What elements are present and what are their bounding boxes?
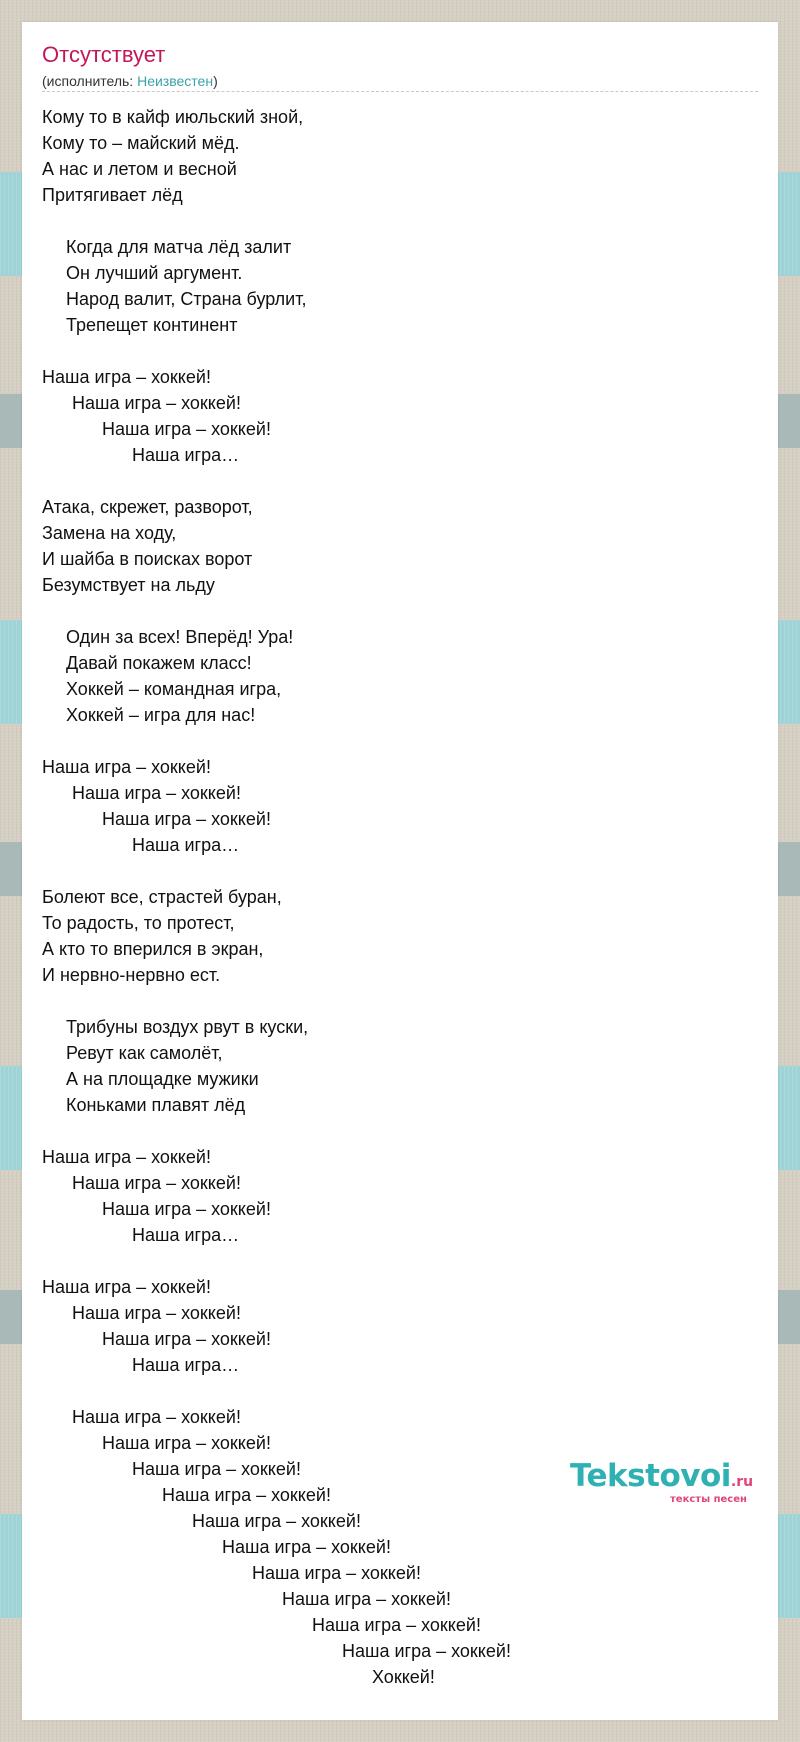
stanza-break xyxy=(42,338,758,364)
logo-name: Tekstovoi xyxy=(570,1458,731,1494)
stanza-break xyxy=(42,1378,758,1404)
song-title: Отсутствует xyxy=(42,42,166,67)
stanza-break xyxy=(42,598,758,624)
site-logo[interactable] xyxy=(570,1456,770,1510)
artist-link[interactable]: Неизвестен xyxy=(137,73,214,89)
lyrics-text xyxy=(42,104,758,1690)
lyric-line: Безумствует на льду xyxy=(42,575,215,595)
lyric-line: И нервно-нервно ест. xyxy=(42,965,221,985)
lyric-line: Наша игра… xyxy=(132,1355,240,1375)
lyric-line: Наша игра – хоккей! xyxy=(42,757,211,777)
lyric-line: Коньками плавят лёд xyxy=(66,1095,246,1115)
lyric-line: Наша игра – хоккей! xyxy=(42,367,211,387)
lyric-line: А нас и летом и весной xyxy=(42,159,237,179)
stanza-break xyxy=(42,468,758,494)
lyric-line: Наша игра – хоккей! xyxy=(252,1563,421,1583)
lyric-line: Давай покажем класс! xyxy=(66,653,252,673)
lyric-line: Наша игра – хоккей! xyxy=(342,1641,511,1661)
lyric-line: Наша игра – хоккей! xyxy=(192,1511,361,1531)
lyric-line: Хоккей – командная игра, xyxy=(66,679,282,699)
lyric-line: Болеют все, страстей буран, xyxy=(42,887,282,907)
lyric-line: Наша игра – хоккей! xyxy=(282,1589,451,1609)
lyric-line: То радость, то протест, xyxy=(42,913,235,933)
lyric-line: Кому то в кайф июльский зной, xyxy=(42,107,304,127)
lyric-line: Трепещет континент xyxy=(66,315,238,335)
lyric-line: Ревут как самолёт, xyxy=(66,1043,223,1063)
stanza-break xyxy=(42,208,758,234)
artist-line xyxy=(42,73,758,92)
stanza-break xyxy=(42,1118,758,1144)
lyrics-card xyxy=(22,22,778,1720)
artist-prefix: (исполнитель: xyxy=(42,73,138,89)
lyric-line: Наша игра – хоккей! xyxy=(162,1485,331,1505)
logo-tagline: тексты песен xyxy=(670,1494,747,1505)
stanza-break xyxy=(42,858,758,884)
lyric-line: Он лучший аргумент. xyxy=(66,263,243,283)
lyric-line: Трибуны воздух рвут в куски, xyxy=(66,1017,309,1037)
lyric-line: Притягивает лёд xyxy=(42,185,183,205)
lyric-line: Замена на ходу, xyxy=(42,523,177,543)
lyric-line: Наша игра – хоккей! xyxy=(72,1173,241,1193)
lyric-line: Атака, скрежет, разворот, xyxy=(42,497,253,517)
lyric-line: Наша игра – хоккей! xyxy=(102,1329,271,1349)
lyric-line: Наша игра… xyxy=(132,445,240,465)
lyric-line: Когда для матча лёд залит xyxy=(66,237,292,257)
lyric-line: Наша игра – хоккей! xyxy=(312,1615,481,1635)
lyric-line: И шайба в поисках ворот xyxy=(42,549,253,569)
lyric-line: Хоккей! xyxy=(372,1667,435,1687)
lyric-line: Один за всех! Вперёд! Ура! xyxy=(66,627,294,647)
lyric-line: Наша игра… xyxy=(132,835,240,855)
lyric-line: Народ валит, Страна бурлит, xyxy=(66,289,307,309)
lyric-line: А кто то вперился в экран, xyxy=(42,939,264,959)
lyric-line: А на площадке мужики xyxy=(66,1069,259,1089)
lyric-line: Наша игра – хоккей! xyxy=(42,1277,211,1297)
logo-tld: .ru xyxy=(730,1474,754,1490)
lyric-line: Хоккей – игра для нас! xyxy=(66,705,256,725)
stanza-break xyxy=(42,728,758,754)
lyric-line: Наша игра – хоккей! xyxy=(72,1303,241,1323)
artist-suffix: ) xyxy=(213,73,218,89)
stanza-break xyxy=(42,988,758,1014)
lyric-line: Наша игра – хоккей! xyxy=(72,1407,241,1427)
lyric-line: Наша игра – хоккей! xyxy=(222,1537,391,1557)
lyric-line: Наша игра – хоккей! xyxy=(132,1459,301,1479)
lyric-line: Наша игра – хоккей! xyxy=(72,783,241,803)
stanza-break xyxy=(42,1248,758,1274)
lyric-line: Наша игра – хоккей! xyxy=(72,393,241,413)
lyric-line: Наша игра… xyxy=(132,1225,240,1245)
lyric-line: Наша игра – хоккей! xyxy=(42,1147,211,1167)
lyric-line: Наша игра – хоккей! xyxy=(102,809,271,829)
lyric-line: Наша игра – хоккей! xyxy=(102,1433,271,1453)
lyric-line: Наша игра – хоккей! xyxy=(102,1199,271,1219)
lyric-line: Наша игра – хоккей! xyxy=(102,419,271,439)
lyric-line: Кому то – майский мёд. xyxy=(42,133,240,153)
